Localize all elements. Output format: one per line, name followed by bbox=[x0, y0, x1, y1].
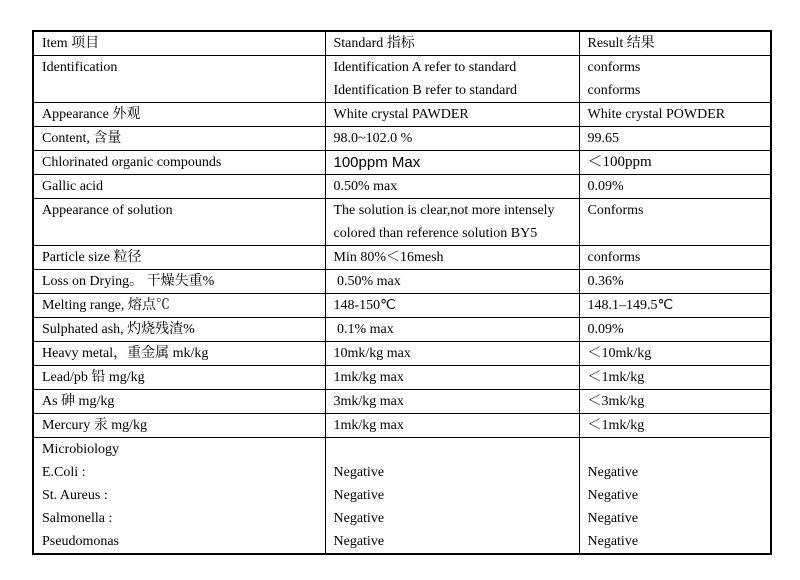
cell-line: Gallic acid bbox=[42, 179, 104, 194]
cell-line: Negative bbox=[587, 534, 639, 549]
cell-line: Content, 含量 bbox=[42, 131, 122, 146]
cell-item bbox=[33, 199, 325, 246]
cell-result bbox=[579, 199, 771, 246]
cell-line: Appearance of solution bbox=[42, 203, 173, 218]
table-row bbox=[33, 127, 771, 151]
cell-line: Appearance 外观 bbox=[42, 107, 141, 122]
header-label: Standard 指标 bbox=[333, 36, 415, 51]
header-label: Result 结果 bbox=[587, 36, 655, 51]
cell-item bbox=[33, 366, 325, 390]
cell-line: Loss on Drying。 干燥失重% bbox=[42, 274, 215, 289]
cell-standard bbox=[325, 127, 579, 151]
cell-line: White crystal POWDER bbox=[587, 107, 726, 122]
cell-result bbox=[579, 151, 771, 175]
cell-line: The solution is clear,not more intensely bbox=[333, 203, 555, 218]
cell-line: Chlorinated organic compounds bbox=[42, 155, 222, 170]
cell-result bbox=[579, 127, 771, 151]
cell-line: Identification B refer to standard bbox=[333, 83, 517, 98]
cell-line: ＜1mk/kg bbox=[587, 370, 645, 385]
cell-line: Mercury 汞 mg/kg bbox=[42, 418, 147, 433]
cell-standard bbox=[325, 151, 579, 175]
cell-standard bbox=[325, 318, 579, 342]
cell-result bbox=[579, 390, 771, 414]
cell-standard bbox=[325, 175, 579, 199]
cell-item bbox=[33, 127, 325, 151]
cell-line: ＜3mk/kg bbox=[587, 394, 645, 409]
table-row bbox=[33, 318, 771, 342]
cell-line: 0.09% bbox=[587, 179, 624, 194]
cell-item bbox=[33, 414, 325, 438]
cell-line: As 砷 mg/kg bbox=[42, 394, 115, 409]
cell-item bbox=[33, 56, 325, 103]
cell-line: Lead/pb 铅 mg/kg bbox=[42, 370, 145, 385]
table-row bbox=[33, 270, 771, 294]
cell-result bbox=[579, 56, 771, 103]
cell-line: 100ppm Max bbox=[333, 154, 421, 171]
cell-line: 10mk/kg max bbox=[333, 346, 411, 361]
cell-line: 0.1% max bbox=[333, 322, 394, 337]
cell-line: Salmonella : bbox=[42, 511, 113, 526]
table-row bbox=[33, 151, 771, 175]
cell-item bbox=[33, 390, 325, 414]
cell-result bbox=[579, 294, 771, 318]
table-row bbox=[33, 103, 771, 127]
cell-line: ＜10mk/kg bbox=[587, 346, 652, 361]
table-row bbox=[33, 56, 771, 103]
cell-line: Negative bbox=[333, 488, 385, 503]
cell-result bbox=[579, 438, 771, 555]
cell-line bbox=[588, 438, 767, 461]
cell-line: Negative bbox=[333, 534, 385, 549]
cell-item bbox=[33, 103, 325, 127]
cell-result bbox=[579, 270, 771, 294]
column-header-standard bbox=[325, 31, 579, 56]
cell-line: 1mk/kg max bbox=[333, 418, 404, 433]
cell-standard bbox=[325, 246, 579, 270]
cell-line: colored than reference solution BY5 bbox=[333, 226, 538, 241]
cell-standard bbox=[325, 294, 579, 318]
table-row bbox=[33, 294, 771, 318]
cell-line: Negative bbox=[333, 465, 385, 480]
cell-line: conforms bbox=[587, 250, 641, 265]
cell-line: Min 80%＜16mesh bbox=[333, 250, 444, 265]
cell-line: E.Coli : bbox=[42, 465, 86, 480]
cell-line: 0.36% bbox=[587, 274, 624, 289]
cell-line: 3mk/kg max bbox=[333, 394, 404, 409]
cell-line: Particle size 粒径 bbox=[42, 250, 142, 265]
header-label: Item 项目 bbox=[42, 36, 100, 51]
table-row bbox=[33, 414, 771, 438]
cell-line: Negative bbox=[587, 488, 639, 503]
cell-line: ＜100ppm bbox=[587, 154, 652, 170]
cell-result bbox=[579, 342, 771, 366]
cell-result bbox=[579, 103, 771, 127]
table-row bbox=[33, 390, 771, 414]
cell-standard bbox=[325, 366, 579, 390]
cell-line: 99.65 bbox=[587, 131, 619, 146]
cell-line bbox=[334, 438, 575, 461]
table-row bbox=[33, 175, 771, 199]
cell-item bbox=[33, 294, 325, 318]
cell-line: ＜1mk/kg bbox=[587, 418, 645, 433]
cell-line: 0.50% max bbox=[333, 274, 401, 289]
cell-item bbox=[33, 342, 325, 366]
cell-line: Identification A refer to standard bbox=[333, 60, 517, 75]
cell-line: 98.0~102.0 % bbox=[333, 131, 413, 146]
cell-line: Negative bbox=[587, 465, 639, 480]
cell-item bbox=[33, 270, 325, 294]
cell-item bbox=[33, 318, 325, 342]
cell-item bbox=[33, 151, 325, 175]
cell-standard bbox=[325, 270, 579, 294]
cell-standard bbox=[325, 438, 579, 555]
cell-result bbox=[579, 414, 771, 438]
cell-line: 1mk/kg max bbox=[333, 370, 404, 385]
cell-item bbox=[33, 175, 325, 199]
cell-standard bbox=[325, 199, 579, 246]
cell-line: Identification bbox=[42, 60, 118, 75]
cell-line: Conforms bbox=[587, 203, 644, 218]
cell-line: Negative bbox=[333, 511, 385, 526]
table-row bbox=[33, 366, 771, 390]
cell-result bbox=[579, 366, 771, 390]
cell-item bbox=[33, 438, 325, 555]
cell-line: conforms bbox=[587, 60, 641, 75]
cell-line: White crystal PAWDER bbox=[333, 107, 469, 122]
table-header-row bbox=[33, 31, 771, 56]
table-row-microbiology bbox=[33, 438, 771, 555]
cell-line: Microbiology bbox=[42, 442, 119, 457]
cell-line: 148-150℃ bbox=[333, 298, 396, 313]
cell-result bbox=[579, 246, 771, 270]
cell-line: Melting range, 熔点℃ bbox=[42, 298, 170, 313]
cell-line: conforms bbox=[587, 83, 641, 98]
cell-line: Pseudomonas bbox=[42, 534, 119, 549]
column-header-result bbox=[579, 31, 771, 56]
cell-line: Heavy metal，重金属 mk/kg bbox=[42, 346, 209, 361]
cell-line: 0.09% bbox=[587, 322, 624, 337]
table-row bbox=[33, 246, 771, 270]
cell-standard bbox=[325, 56, 579, 103]
cell-line: 0.50% max bbox=[333, 179, 398, 194]
spec-table bbox=[32, 30, 772, 555]
column-header-item bbox=[33, 31, 325, 56]
cell-result bbox=[579, 175, 771, 199]
table-row bbox=[33, 342, 771, 366]
cell-line: 148.1–149.5℃ bbox=[587, 298, 674, 313]
cell-standard bbox=[325, 414, 579, 438]
cell-line: Sulphated ash, 灼烧残渣% bbox=[42, 322, 195, 337]
cell-standard bbox=[325, 103, 579, 127]
table-row bbox=[33, 199, 771, 246]
cell-standard bbox=[325, 390, 579, 414]
cell-result bbox=[579, 318, 771, 342]
cell-line: St. Aureus : bbox=[42, 488, 108, 503]
cell-standard bbox=[325, 342, 579, 366]
cell-line: Negative bbox=[587, 511, 639, 526]
cell-item bbox=[33, 246, 325, 270]
